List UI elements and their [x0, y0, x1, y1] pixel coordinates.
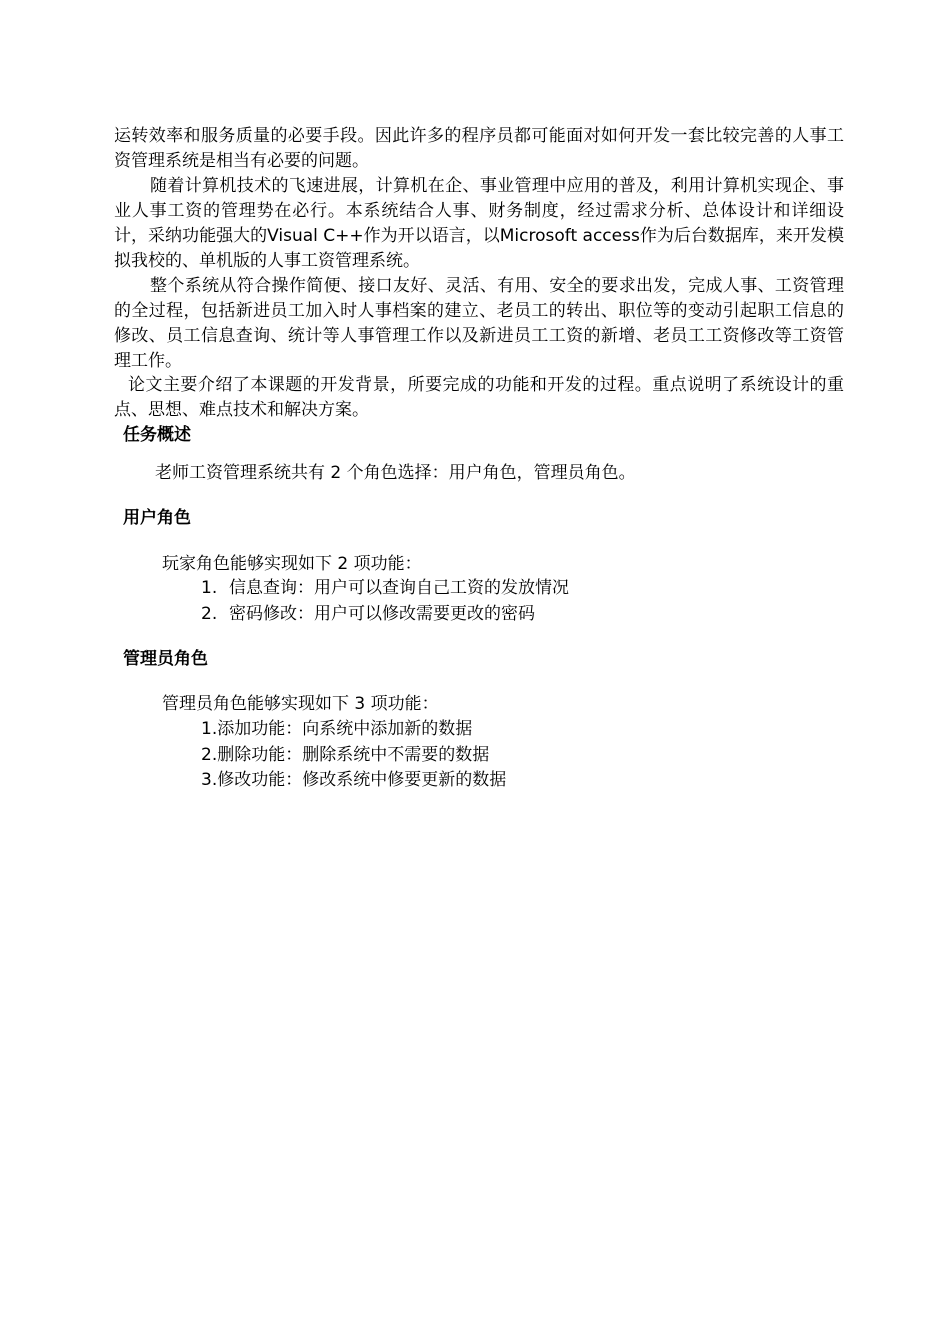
intro-paragraph-3: 整个系统从符合操作简便、接口友好、灵活、有用、安全的要求出发，完成人事、工资管理的全过程，包括新进员工加入时人事档案的建立、老员工的转出、职位等的变动引起职工信息的修改、员工信息查询、统计等人事管理工作以及新进员工工资的新增、老员工工资修改等工资管理工作。 [114, 276, 844, 371]
intro-paragraph-1: 运转效率和服务质量的必要手段。因此许多的程序员都可能面对如何开发一套比较完善的人事工资管理系统是相当有必要的问题。 [114, 126, 844, 171]
user-role-heading: 用户角色 [123, 508, 191, 528]
admin-role-intro: 管理员角色能够实现如下 3 项功能： [162, 694, 439, 714]
list-item: 2.删除功能：删除系统中不需要的数据 [201, 745, 490, 765]
task-overview-heading: 任务概述 [123, 425, 191, 445]
list-item-text: 信息查询：用户可以查询自己工资的发放情况 [229, 578, 569, 598]
list-item-number: 1. [201, 578, 218, 598]
intro-paragraph-2: 随着计算机技术的飞速进展，计算机在企、事业管理中应用的普及，利用计算机实现企、事业人事工资的管理势在必行。本系统结合人事、财务制度，经过需求分析、总体设计和详细设计，采纳功能强大的Visual C++作为开以语言，以Microsoft access作为后台数据库，来开发模拟我校的、单机版的人事工资管理系统。 [114, 176, 844, 271]
list-item [201, 602, 535, 627]
task-overview-description: 老师工资管理系统共有 2 个角色选择：用户角色，管理员角色。 [155, 463, 636, 483]
user-role-intro: 玩家角色能够实现如下 2 项功能： [162, 554, 422, 574]
list-item: 3.修改功能：修改系统中修要更新的数据 [201, 770, 507, 790]
intro-paragraph-4: 论文主要介绍了本课题的开发背景，所要完成的功能和开发的过程。重点说明了系统设计的重点、思想、难点技术和解决方案。 [114, 375, 844, 420]
list-item-text: 密码修改：用户可以修改需要更改的密码 [229, 604, 535, 624]
list-item-number: 2. [201, 604, 218, 624]
admin-role-heading: 管理员角色 [123, 649, 208, 669]
list-item [201, 576, 569, 601]
list-item: 1.添加功能：向系统中添加新的数据 [201, 719, 473, 739]
